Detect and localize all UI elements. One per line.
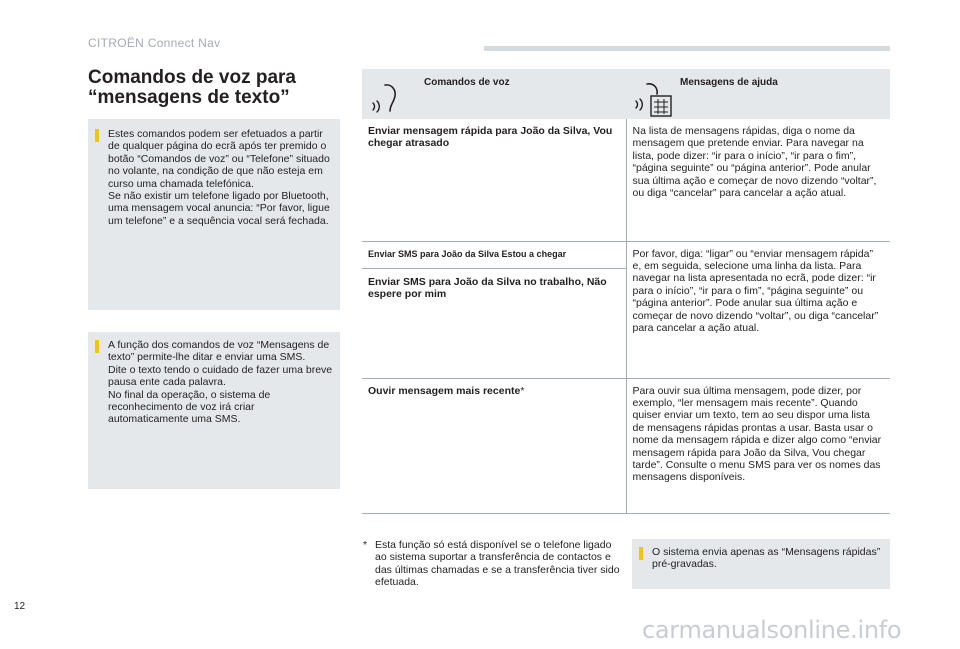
table-row: [362, 378, 890, 513]
page-title: Comandos de voz para “mensagens de texto”: [88, 67, 296, 108]
info-box-text: Estes comandos podem ser efetuados a partir de qualquer página do ecrã após ter premido o botão “Comandos de voz” ou “Telefone” situado no volante, na condição de que não esteja em curso uma chamada telefónica. Se não existir um telefone ligado por Bluetooth, uma mensagem vocal anuncia: “Por favor, ligue um telefone” e a sequência vocal será fechada.: [108, 128, 330, 227]
voice-commands-table: [362, 69, 890, 514]
info-box-sms-function: [88, 332, 340, 489]
table-header-commands-label: Comandos de voz: [424, 77, 510, 88]
table-header-commands: [362, 69, 626, 119]
table-header-row: [362, 69, 890, 119]
info-accent-bar: [95, 129, 99, 142]
header-rule: [484, 46, 890, 51]
info-accent-bar: [639, 547, 643, 560]
help-cell: Por favor, diga: “ligar” ou “enviar mensagem rápida” e, em seguida, selecione uma linha da lista. Para navegar na lista apresentada no ecrã, pode dizer: “ir para o início”, “ir para o fim”, “página seguinte” ou “página anterior”. Pode anular sua última ação e começar de novo dizendo “voltar”, ou diga “cancelar” para cancelar a ação atual.: [626, 241, 890, 378]
footnote-text: Esta função só está disponível se o telefone ligado ao sistema suportar a transferência de contactos e das últimas chamadas e se a transferência tiver sido efetuada.: [375, 539, 620, 589]
command-cell-group: [362, 378, 626, 513]
command-cell: Enviar SMS para João da Silva Estou a chegar: [362, 242, 626, 269]
page-number: 12: [14, 601, 26, 612]
info-box-quick-messages: [632, 539, 890, 589]
command-cell-group: [362, 241, 626, 378]
help-cell: Na lista de mensagens rápidas, diga o nome da mensagem que pretende enviar. Para navegar na lista, pode dizer: “ir para o início”, “ir para o fim”, “página seguinte” ou “página anterior”. Pode anular sua última ação e começar de novo dizendo “voltar”, ou diga “cancelar” para cancelar a ação atual.: [626, 119, 890, 241]
table-row: [362, 119, 890, 241]
help-cell: Para ouvir sua última mensagem, pode dizer, por exemplo, “ler mensagem mais recente”. Quando quiser enviar um texto, tem ao seu dispor uma lista de mensagens rápidas prontas a usar. Basta usar o nome da mensagem rápida e dizer algo como “enviar mensagem rápida para João da Silva, Vou chegar tarde”. Consulte o menu SMS para ver os nomes das mensagens disponíveis.: [626, 378, 890, 513]
info-box-text: A função dos comandos de voz “Mensagens de texto” permite-lhe ditar e enviar uma SMS. Dite o texto tendo o cuidado de fazer uma breve pausa ente cada palavra. No final da operação, o sistema de reconhecimento de voz irá criar automaticamente uma SMS.: [108, 339, 333, 426]
watermark: carmanualsonline.info: [642, 616, 902, 644]
info-box-text: O sistema envia apenas as “Mensagens rápidas” pré-gravadas.: [652, 546, 881, 571]
command-cell: Enviar SMS para João da Silva no trabalho, Não espere por mim: [368, 275, 607, 301]
footnote-marker: *: [363, 539, 368, 551]
table-header-help: [626, 69, 890, 119]
table-row: [362, 241, 890, 378]
command-cell: Enviar mensagem rápida para João da Silva, Vou chegar atrasado: [362, 119, 626, 241]
voice-command-icon: [370, 81, 404, 115]
footnote-marker: *: [520, 384, 525, 397]
info-accent-bar: [95, 340, 99, 353]
table-header-help-label: Mensagens de ajuda: [680, 77, 778, 88]
command-cell: Ouvir mensagem mais recente: [368, 384, 521, 397]
info-box-usage: [88, 119, 340, 310]
header-brand: CITROËN Connect Nav: [88, 36, 221, 50]
voice-help-keypad-icon: [634, 81, 674, 119]
